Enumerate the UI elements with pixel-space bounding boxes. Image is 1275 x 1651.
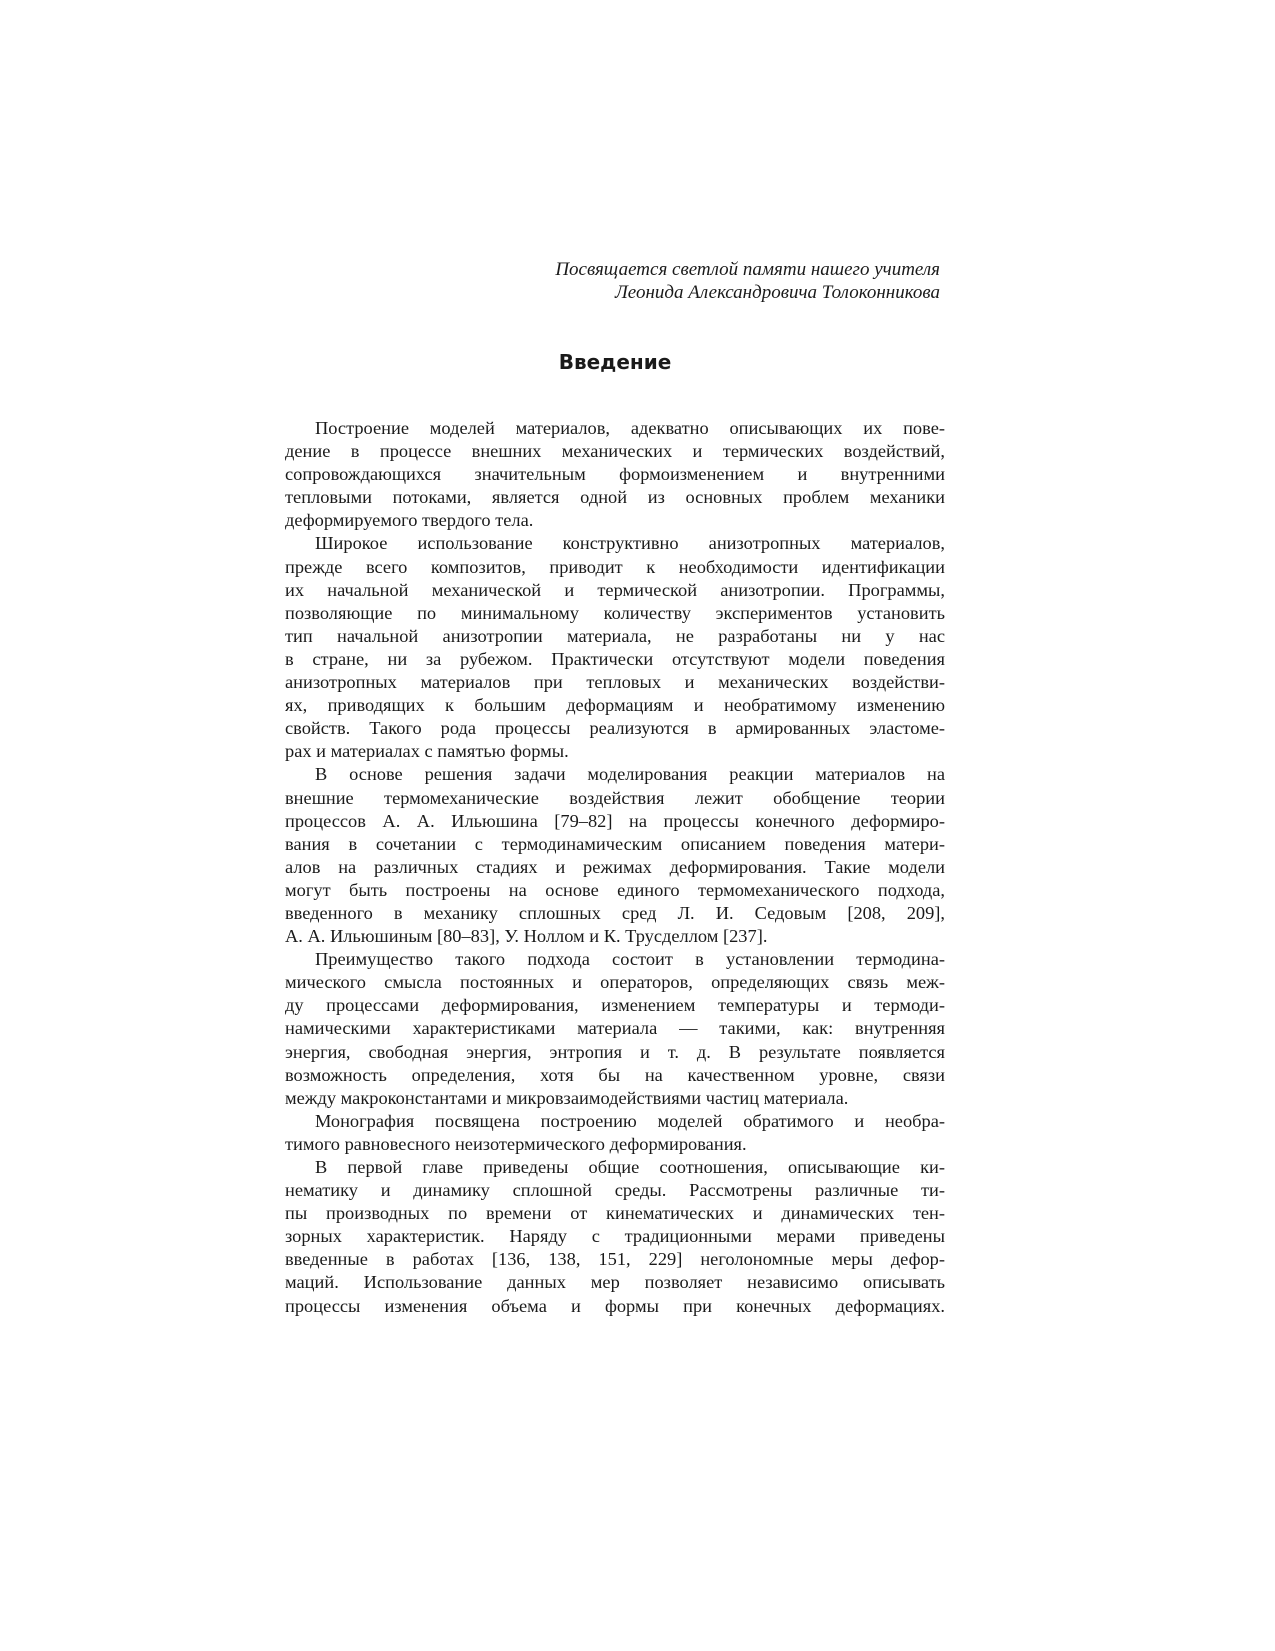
text-line: позволяющие по минимальному количеству экспериментов установить: [285, 602, 945, 623]
text-line: сопровождающихся значительным формоизменением и внутренними: [285, 464, 945, 485]
text-line: мического смысла постоянных и операторов, определяющих связь меж-: [285, 972, 945, 993]
text-line: свойств. Такого рода процессы реализуются в армированных эластоме-: [285, 718, 945, 739]
text-line: введенного в механику сплошных сред Л. И. Седовым [208, 209],: [285, 902, 945, 923]
text-line: ях, приводящих к большим деформациям и необратимому изменению: [285, 695, 945, 716]
dedication-line-2: Леонида Александровича Толоконникова: [614, 282, 940, 303]
dedication: [440, 258, 940, 304]
text-line: рах и материалах с памятью формы.: [285, 741, 569, 762]
text-line: ду процессами деформирования, изменением температуры и термоди-: [285, 995, 945, 1016]
text-line: тип начальной анизотропии материала, не разработаны ни у нас: [285, 625, 945, 646]
dedication-line-1: Посвящается светлой памяти нашего учителя: [555, 259, 940, 280]
text-line: их начальной механической и термической анизотропии. Программы,: [285, 579, 945, 600]
text-line: введенные в работах [136, 138, 151, 229] неголономные меры дефор-: [285, 1249, 945, 1270]
text-line: в стране, ни за рубежом. Практически отсутствуют модели поведения: [285, 648, 945, 669]
text-line: В основе решения задачи моделирования реакции материалов на: [315, 764, 945, 785]
text-line: процессы изменения объема и формы при конечных деформациях.: [285, 1295, 945, 1316]
text-line: процессов А. А. Ильюшина [79–82] на процессы конечного деформиро-: [285, 810, 945, 831]
body-text: [285, 417, 945, 1318]
text-line: между макроконстантами и микровзаимодействиями частиц материала.: [285, 1087, 849, 1108]
text-line: деформируемого твердого тела.: [285, 510, 534, 531]
text-line: энергия, свободная энергия, энтропия и т. д. В результате появляется: [285, 1041, 945, 1062]
text-line: намическими характеристиками материала — такими, как: внутренняя: [285, 1018, 945, 1039]
text-line: Преимущество такого подхода состоит в установлении термодина-: [315, 949, 945, 970]
text-line: могут быть построены на основе единого термомеханического подхода,: [285, 879, 945, 900]
text-line: тимого равновесного неизотермического деформирования.: [285, 1133, 747, 1154]
text-line: прежде всего композитов, приводит к необходимости идентификации: [285, 556, 945, 577]
text-line: анизотропных материалов при тепловых и механических воздействи-: [285, 672, 945, 693]
text-line: Широкое использование конструктивно анизотропных материалов,: [315, 533, 945, 554]
text-line: А. А. Ильюшиным [80–83], У. Ноллом и К. Трусделлом [237].: [285, 926, 768, 947]
text-line: зорных характеристик. Наряду с традиционными мерами приведены: [285, 1226, 945, 1247]
text-line: алов на различных стадиях и режимах деформирования. Такие модели: [285, 856, 945, 877]
text-line: дение в процессе внешних механических и термических воздействий,: [285, 441, 945, 462]
text-line: тепловыми потоками, является одной из основных проблем механики: [285, 487, 945, 508]
text-line: возможность определения, хотя бы на качественном уровне, связи: [285, 1064, 945, 1085]
text-line: маций. Использование данных мер позволяет независимо описывать: [285, 1272, 945, 1293]
section-heading: Введение: [558, 350, 672, 374]
text-line: Монография посвящена построению моделей обратимого и необра-: [315, 1110, 945, 1131]
text-line: внешние термомеханические воздействия лежит обобщение теории: [285, 787, 945, 808]
text-line: вания в сочетании с термодинамическим описанием поведения матери-: [285, 833, 945, 854]
text-line: Построение моделей материалов, адекватно описывающих их пове-: [315, 418, 945, 438]
text-line: В первой главе приведены общие соотношения, описывающие ки-: [315, 1157, 945, 1177]
text-line: пы производных по времени от кинематических и динамических тен-: [285, 1203, 945, 1224]
text-line: нематику и динамику сплошной среды. Рассмотрены различные ти-: [285, 1180, 945, 1201]
